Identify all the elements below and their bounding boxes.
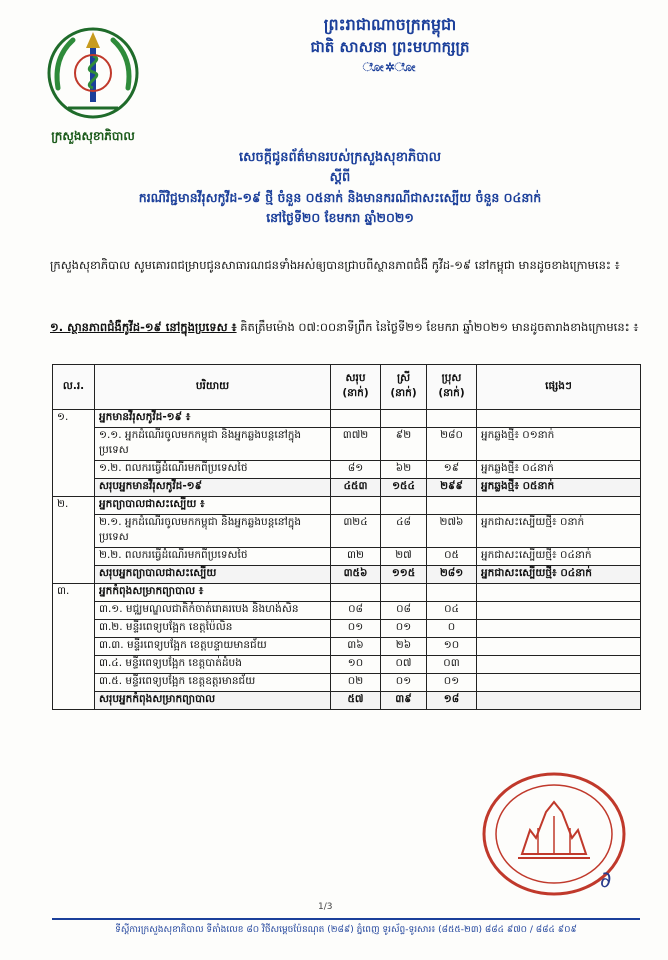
title-line-1: សេចក្តីជូនព័ត៌មានរបស់ក្រសួងសុខាភិបាល: [239, 150, 441, 165]
table-total-row: [53, 479, 641, 497]
row-desc: ២.១. អ្នកដំណើរចូលមកកម្ពុជា និងអ្នកឆ្លងបន្តនៅក្នុងប្រទេស: [95, 515, 331, 548]
total-female: ១១៥: [381, 566, 427, 584]
header-ornament: ೋ✲ೋ: [362, 60, 418, 74]
row-male: ២៧៦: [427, 515, 477, 548]
total-total: ៤៥៣: [331, 479, 381, 497]
row-desc: ៣.១. មជ្ឈមណ្ឌលជាតិកំចាត់រោគរបេង និងហង់សិន: [95, 602, 331, 620]
ministry-name: ក្រសួងសុខាភិបាល: [51, 129, 135, 143]
row-male: ០៣: [427, 656, 477, 674]
row-male: ០៤: [427, 602, 477, 620]
row-female: ០១: [381, 620, 427, 638]
title-line-2: ស្តីពី: [329, 170, 351, 185]
col-header-male: ប្រុស (នាក់): [427, 365, 477, 410]
group-title: អ្នកកំពុងសម្រាកព្យាបាល ៖: [95, 584, 331, 602]
col-header-female: ស្រី (នាក់): [381, 365, 427, 410]
total-other: [477, 692, 641, 710]
row-desc: ៣.៥. មន្ទីរពេទ្យបង្អែក ខេត្តឧត្តរមានជ័យ: [95, 674, 331, 692]
row-desc: ៣.២. មន្ទីរពេទ្យបង្អែក ខេត្តប៉ៃលិន: [95, 620, 331, 638]
row-total: ៨១: [331, 461, 381, 479]
row-male: ២៨០: [427, 428, 477, 461]
total-male: ២៨១: [427, 566, 477, 584]
table-row: [53, 674, 641, 692]
intro-paragraph: ក្រសួងសុខាភិបាល សូមគោរពជម្រាបជូនសាធារណជនទាំងអស់ឲ្យបានជ្រាបពីស្ថានភាពជំងឺ កូវីដ-១៩ នៅកម្ពុជា មានដូចខាងក្រោមនេះ ៖: [50, 258, 620, 272]
table-total-row: [53, 566, 641, 584]
row-male: ១០: [427, 638, 477, 656]
title-line-4: នៅថ្ងៃទី២០ ខែមករា ឆ្នាំ២០២១: [266, 210, 414, 225]
table-row: [53, 410, 641, 428]
kingdom-header: [220, 14, 560, 76]
total-desc: សរុបអ្នកកំពុងសម្រាកព្យាបាល: [95, 692, 331, 710]
row-male: ០: [427, 620, 477, 638]
row-other: អ្នកជាសះស្បើយថ្មី៖ ០នាក់: [477, 515, 641, 548]
row-other: អ្នកឆ្លងថ្មី៖ ០១នាក់: [477, 428, 641, 461]
title-line-3: ករណីវិជ្ជមានវីរុសកូវីដ-១៩ ថ្មី ចំនួន ០៥នាក់ និងមានករណីជាសះស្បើយ ចំនួន ០៤នាក់: [138, 190, 542, 205]
row-other: អ្នកជាសះស្បើយថ្មី៖ ០៤នាក់: [477, 548, 641, 566]
page-number: 1/3: [318, 902, 333, 912]
table-row: [53, 602, 641, 620]
total-male: ១៨: [427, 692, 477, 710]
row-female: ៦២: [381, 461, 427, 479]
row-total: ៣២៤: [331, 515, 381, 548]
row-desc: ២.២. ពលករធ្វើដំណើរមកពីប្រទេសថៃ: [95, 548, 331, 566]
row-total: ១០: [331, 656, 381, 674]
table-row: [53, 428, 641, 461]
col-header-desc: បរិយាយ: [95, 365, 331, 410]
col-header-no: ល.រ.: [53, 365, 95, 410]
row-other: [477, 602, 641, 620]
ministry-logo: [38, 18, 148, 128]
row-desc: ១.១. អ្នកដំណើរចូលមកកម្ពុជា និងអ្នកឆ្លងបន្តនៅក្នុងប្រទេស: [95, 428, 331, 461]
total-total: ៥៧: [331, 692, 381, 710]
total-male: ២៩៩: [427, 479, 477, 497]
row-male: ០៥: [427, 548, 477, 566]
table-row: [53, 515, 641, 548]
total-female: ៣៩: [381, 692, 427, 710]
table-row: [53, 548, 641, 566]
group-title: អ្នកព្យាបាលជាសះស្បើយ ៖: [95, 497, 331, 515]
row-other: [477, 656, 641, 674]
row-female: ៤៨: [381, 515, 427, 548]
row-female: ០១: [381, 674, 427, 692]
table-row: [53, 497, 641, 515]
row-desc: ១.២. ពលករធ្វើដំណើរមកពីប្រទេសថៃ: [95, 461, 331, 479]
section-1-text: គិតត្រឹមម៉ោង ០៧:០០នាទីព្រឹក នៃថ្ងៃទី២១ ខែមករា ឆ្នាំ២០២១ មានដូចតារាងខាងក្រោមនេះ ៖: [236, 320, 639, 334]
table-total-row: [53, 692, 641, 710]
row-female: ២៧: [381, 548, 427, 566]
document-title: [40, 148, 640, 228]
row-desc: ៣.៣. មន្ទីរពេទ្យបង្អែក ខេត្តបន្ទាយមានជ័យ: [95, 638, 331, 656]
row-male: ១៩: [427, 461, 477, 479]
row-male: ០១: [427, 674, 477, 692]
row-total: ៣៦: [331, 638, 381, 656]
row-other: [477, 674, 641, 692]
total-desc: សរុបអ្នកព្យាបាលជាសះស្បើយ: [95, 566, 331, 584]
group-number: ៣.: [53, 584, 95, 710]
row-female: ០៧: [381, 656, 427, 674]
table-row: [53, 638, 641, 656]
col-header-total: សរុប (នាក់): [331, 365, 381, 410]
footer-address: ទីស្តីការក្រសួងសុខាភិបាល ទីតាំងលេខ ៨០ វិថីសម្តេចប៉ែនណុត (២៨៩) ភ្នំពេញ ទូរស័ព្ទ-ទូរសារ៖ (៨៥៥-២៣) ៨៨៤ ៩៧០ / ៨៨៤ ៩០៩: [115, 925, 577, 935]
group-number: ២.: [53, 497, 95, 584]
row-other: [477, 638, 641, 656]
total-total: ៣៥៦: [331, 566, 381, 584]
total-desc: សរុបអ្នកមានវីរុសកូវីដ-១៩: [95, 479, 331, 497]
footer-divider: [52, 918, 640, 920]
row-female: ៩២: [381, 428, 427, 461]
group-title: អ្នកមានវីរុសកូវីដ-១៩ ៖: [95, 410, 331, 428]
row-total: ៣៧២: [331, 428, 381, 461]
total-other: អ្នកជាសះស្បើយថ្មី៖ ០៤នាក់: [477, 566, 641, 584]
row-female: ០៨: [381, 602, 427, 620]
row-female: ២៦: [381, 638, 427, 656]
total-other: អ្នកឆ្លងថ្មី៖ ០៥នាក់: [477, 479, 641, 497]
signature-mark: ∂: [600, 868, 612, 893]
section-1-heading: ១. ស្ថានភាពជំងឺកូវីដ-១៩ នៅក្នុងប្រទេស ៖: [50, 320, 237, 334]
row-other: [477, 620, 641, 638]
row-total: ០១: [331, 620, 381, 638]
table-row: [53, 584, 641, 602]
row-total: ០៨: [331, 602, 381, 620]
col-header-other: ផ្សេងៗ: [477, 365, 641, 410]
total-female: ១៥៤: [381, 479, 427, 497]
kingdom-name: ព្រះរាជាណាចក្រកម្ពុជា: [323, 15, 457, 34]
national-motto: ជាតិ សាសនា ព្រះមហាក្សត្រ: [310, 38, 470, 56]
table-row: [53, 656, 641, 674]
table-row: [53, 620, 641, 638]
group-number: ១.: [53, 410, 95, 497]
section-1: [50, 316, 640, 338]
covid-status-table: [52, 364, 641, 710]
row-desc: ៣.៤. មន្ទីរពេទ្យបង្អែក ខេត្តបាត់ដំបង: [95, 656, 331, 674]
row-total: ៣២: [331, 548, 381, 566]
row-other: អ្នកឆ្លងថ្មី៖ ០៤នាក់: [477, 461, 641, 479]
table-header-row: [53, 365, 641, 410]
table-row: [53, 461, 641, 479]
row-total: ០២: [331, 674, 381, 692]
